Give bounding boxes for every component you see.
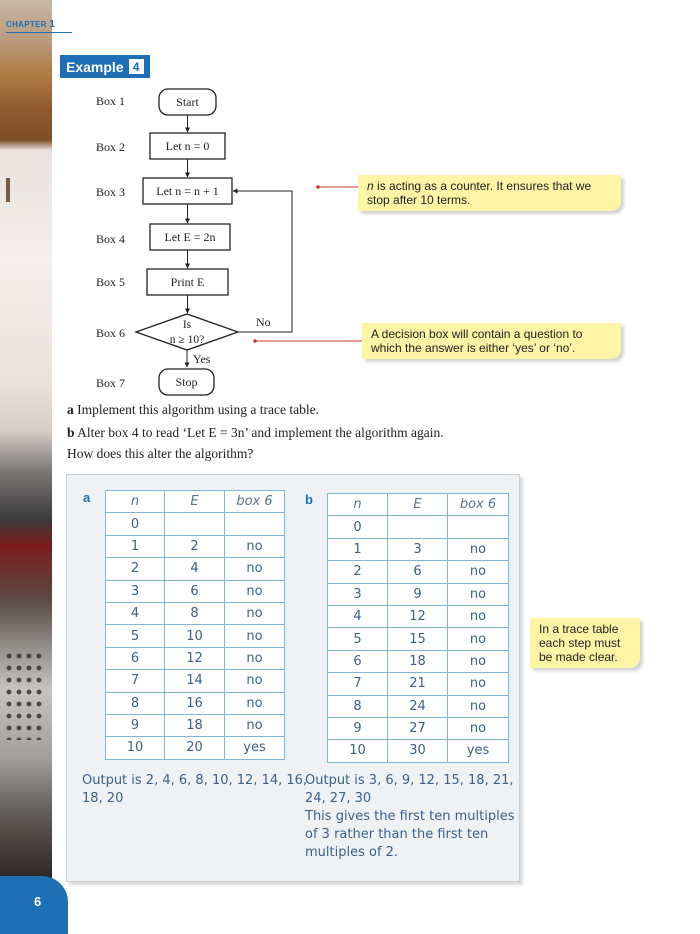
question-a bbox=[67, 402, 319, 418]
table-cell: 3 bbox=[328, 583, 388, 605]
box-label-7: Box 7 bbox=[96, 376, 126, 390]
table-cell: 10 bbox=[106, 737, 165, 759]
table-row bbox=[328, 605, 509, 627]
table-cell: 21 bbox=[388, 673, 448, 695]
table-cell: 30 bbox=[388, 740, 448, 762]
solution-a-label: a bbox=[83, 490, 91, 505]
flow-box-2-text: Let n = 0 bbox=[165, 139, 210, 153]
table-a-header-row bbox=[106, 491, 285, 513]
table-cell: no bbox=[448, 605, 509, 627]
table-cell: no bbox=[448, 628, 509, 650]
table-a-header-cell: E bbox=[165, 491, 225, 513]
table-row bbox=[328, 583, 509, 605]
trace-table-b bbox=[327, 493, 509, 763]
table-cell: no bbox=[225, 625, 285, 647]
table-cell: 4 bbox=[328, 605, 388, 627]
table-row bbox=[106, 558, 285, 580]
table-cell: 24 bbox=[388, 695, 448, 717]
box-label-3: Box 3 bbox=[96, 185, 126, 199]
table-cell: 6 bbox=[328, 650, 388, 672]
example-number: 4 bbox=[129, 59, 144, 74]
solution-b-label: b bbox=[305, 492, 313, 507]
table-cell: 7 bbox=[106, 670, 165, 692]
note-counter-text: is acting as a counter. It ensures that we stop after 10 terms. bbox=[367, 179, 592, 207]
table-cell: 8 bbox=[328, 695, 388, 717]
table-cell: no bbox=[448, 717, 509, 739]
chapter-text: CHAPTER bbox=[6, 20, 47, 29]
table-cell: 12 bbox=[165, 647, 225, 669]
explain-line2: of 3 rather than the first ten bbox=[305, 827, 489, 842]
table-cell: 0 bbox=[106, 513, 165, 535]
table-a-header-cell: box 6 bbox=[225, 491, 285, 513]
table-row bbox=[328, 695, 509, 717]
table-row bbox=[328, 561, 509, 583]
table-cell: 18 bbox=[388, 650, 448, 672]
table-cell: 10 bbox=[328, 740, 388, 762]
table-cell: 15 bbox=[388, 628, 448, 650]
table-cell: 8 bbox=[106, 692, 165, 714]
table-cell: 6 bbox=[106, 647, 165, 669]
box-label-2: Box 2 bbox=[96, 140, 126, 154]
table-row bbox=[328, 628, 509, 650]
table-row bbox=[328, 650, 509, 672]
output-b-line1: Output is 3, 6, 9, 12, 15, 18, 21, bbox=[305, 773, 514, 788]
table-cell: no bbox=[448, 583, 509, 605]
table-cell: 10 bbox=[165, 625, 225, 647]
explain-line3: multiples of 2. bbox=[305, 845, 399, 860]
table-cell: yes bbox=[225, 737, 285, 759]
output-b-line2: 24, 27, 30 bbox=[305, 791, 372, 806]
table-row bbox=[106, 535, 285, 557]
note-counter bbox=[358, 175, 621, 211]
note-trace-table: In a trace table each step must be made clear. bbox=[530, 618, 640, 668]
flow-stop-text: Stop bbox=[175, 375, 198, 389]
table-cell: no bbox=[448, 538, 509, 560]
example-label: Example bbox=[66, 58, 124, 75]
table-row bbox=[106, 692, 285, 714]
table-cell: no bbox=[225, 647, 285, 669]
output-a bbox=[82, 772, 307, 808]
table-cell: 18 bbox=[165, 714, 225, 736]
flow-decision-line1: Is bbox=[182, 319, 192, 331]
table-cell: 4 bbox=[106, 602, 165, 624]
table-cell: 2 bbox=[165, 535, 225, 557]
table-b-header-cell: box 6 bbox=[448, 494, 509, 516]
chapter-number: 1 bbox=[49, 19, 56, 30]
table-cell: 9 bbox=[106, 714, 165, 736]
output-b bbox=[305, 772, 515, 862]
side-photo-colander bbox=[4, 650, 44, 740]
question-b-label: b bbox=[67, 425, 75, 440]
box-label-4: Box 4 bbox=[96, 232, 126, 246]
table-row bbox=[106, 647, 285, 669]
question-b bbox=[67, 425, 444, 441]
table-cell: 20 bbox=[165, 737, 225, 759]
table-cell: 1 bbox=[328, 538, 388, 560]
table-cell: 5 bbox=[328, 628, 388, 650]
explain-line1: This gives the first ten multiples bbox=[305, 809, 515, 824]
table-cell: 2 bbox=[328, 561, 388, 583]
table-row bbox=[106, 580, 285, 602]
flow-box-4-text: Let E = 2n bbox=[164, 230, 216, 244]
table-cell: 9 bbox=[328, 717, 388, 739]
table-cell: 8 bbox=[165, 602, 225, 624]
table-row bbox=[106, 670, 285, 692]
note-counter-var: n bbox=[367, 179, 374, 193]
table-row bbox=[328, 538, 509, 560]
table-cell: 7 bbox=[328, 673, 388, 695]
table-row bbox=[106, 602, 285, 624]
table-row bbox=[106, 737, 285, 759]
table-cell bbox=[448, 516, 509, 538]
table-row bbox=[328, 516, 509, 538]
table-cell: no bbox=[225, 602, 285, 624]
question-c: How does this alter the algorithm? bbox=[67, 446, 254, 461]
question-a-label: a bbox=[67, 402, 74, 417]
box-label-1: Box 1 bbox=[96, 94, 126, 108]
table-row bbox=[328, 673, 509, 695]
table-cell: 27 bbox=[388, 717, 448, 739]
flow-start-text: Start bbox=[176, 95, 199, 109]
table-cell: no bbox=[448, 673, 509, 695]
table-cell: no bbox=[225, 580, 285, 602]
note-decision: A decision box will contain a question to which the answer is either ‘yes’ or ‘no’. bbox=[362, 323, 621, 359]
table-cell: 1 bbox=[106, 535, 165, 557]
table-cell: no bbox=[225, 558, 285, 580]
page-number: 6 bbox=[34, 894, 42, 909]
table-row bbox=[328, 717, 509, 739]
flow-box-5-text: Print E bbox=[170, 275, 205, 289]
table-cell: 14 bbox=[165, 670, 225, 692]
table-cell: no bbox=[225, 535, 285, 557]
table-a-header-cell: n bbox=[106, 491, 165, 513]
table-row bbox=[106, 714, 285, 736]
table-b-header-row bbox=[328, 494, 509, 516]
trace-table-a bbox=[105, 490, 285, 760]
table-cell: 9 bbox=[388, 583, 448, 605]
table-b-header-cell: E bbox=[388, 494, 448, 516]
table-cell: 12 bbox=[388, 605, 448, 627]
question-b-text: Alter box 4 to read ‘Let E = 3n’ and implement the algorithm again. bbox=[77, 425, 444, 440]
table-cell: 16 bbox=[165, 692, 225, 714]
table-row bbox=[328, 740, 509, 762]
table-cell: no bbox=[225, 670, 285, 692]
flow-decision-line2: n ≥ 10? bbox=[169, 334, 205, 346]
table-cell: 2 bbox=[106, 558, 165, 580]
table-b-header-cell: n bbox=[328, 494, 388, 516]
table-cell: 3 bbox=[388, 538, 448, 560]
flow-yes-label: Yes bbox=[193, 352, 211, 366]
table-cell: 4 bbox=[165, 558, 225, 580]
flow-no-label: No bbox=[256, 315, 271, 329]
table-cell: 6 bbox=[165, 580, 225, 602]
flow-box-3-text: Let n = n + 1 bbox=[156, 184, 219, 198]
output-a-line2: 18, 20 bbox=[82, 791, 124, 806]
table-cell: 6 bbox=[388, 561, 448, 583]
table-cell: no bbox=[225, 714, 285, 736]
box-label-5: Box 5 bbox=[96, 275, 126, 289]
table-cell: yes bbox=[448, 740, 509, 762]
table-cell bbox=[165, 513, 225, 535]
table-cell: no bbox=[448, 650, 509, 672]
table-cell: no bbox=[225, 692, 285, 714]
table-cell: 5 bbox=[106, 625, 165, 647]
table-cell: 3 bbox=[106, 580, 165, 602]
table-row bbox=[106, 625, 285, 647]
table-cell: 0 bbox=[328, 516, 388, 538]
question-a-text: Implement this algorithm using a trace table. bbox=[77, 402, 319, 417]
table-cell bbox=[225, 513, 285, 535]
table-cell: no bbox=[448, 561, 509, 583]
table-cell bbox=[388, 516, 448, 538]
box-label-6: Box 6 bbox=[96, 326, 126, 340]
table-cell: no bbox=[448, 695, 509, 717]
table-row bbox=[106, 513, 285, 535]
output-a-line1: Output is 2, 4, 6, 8, 10, 12, 14, 16, bbox=[82, 773, 308, 788]
